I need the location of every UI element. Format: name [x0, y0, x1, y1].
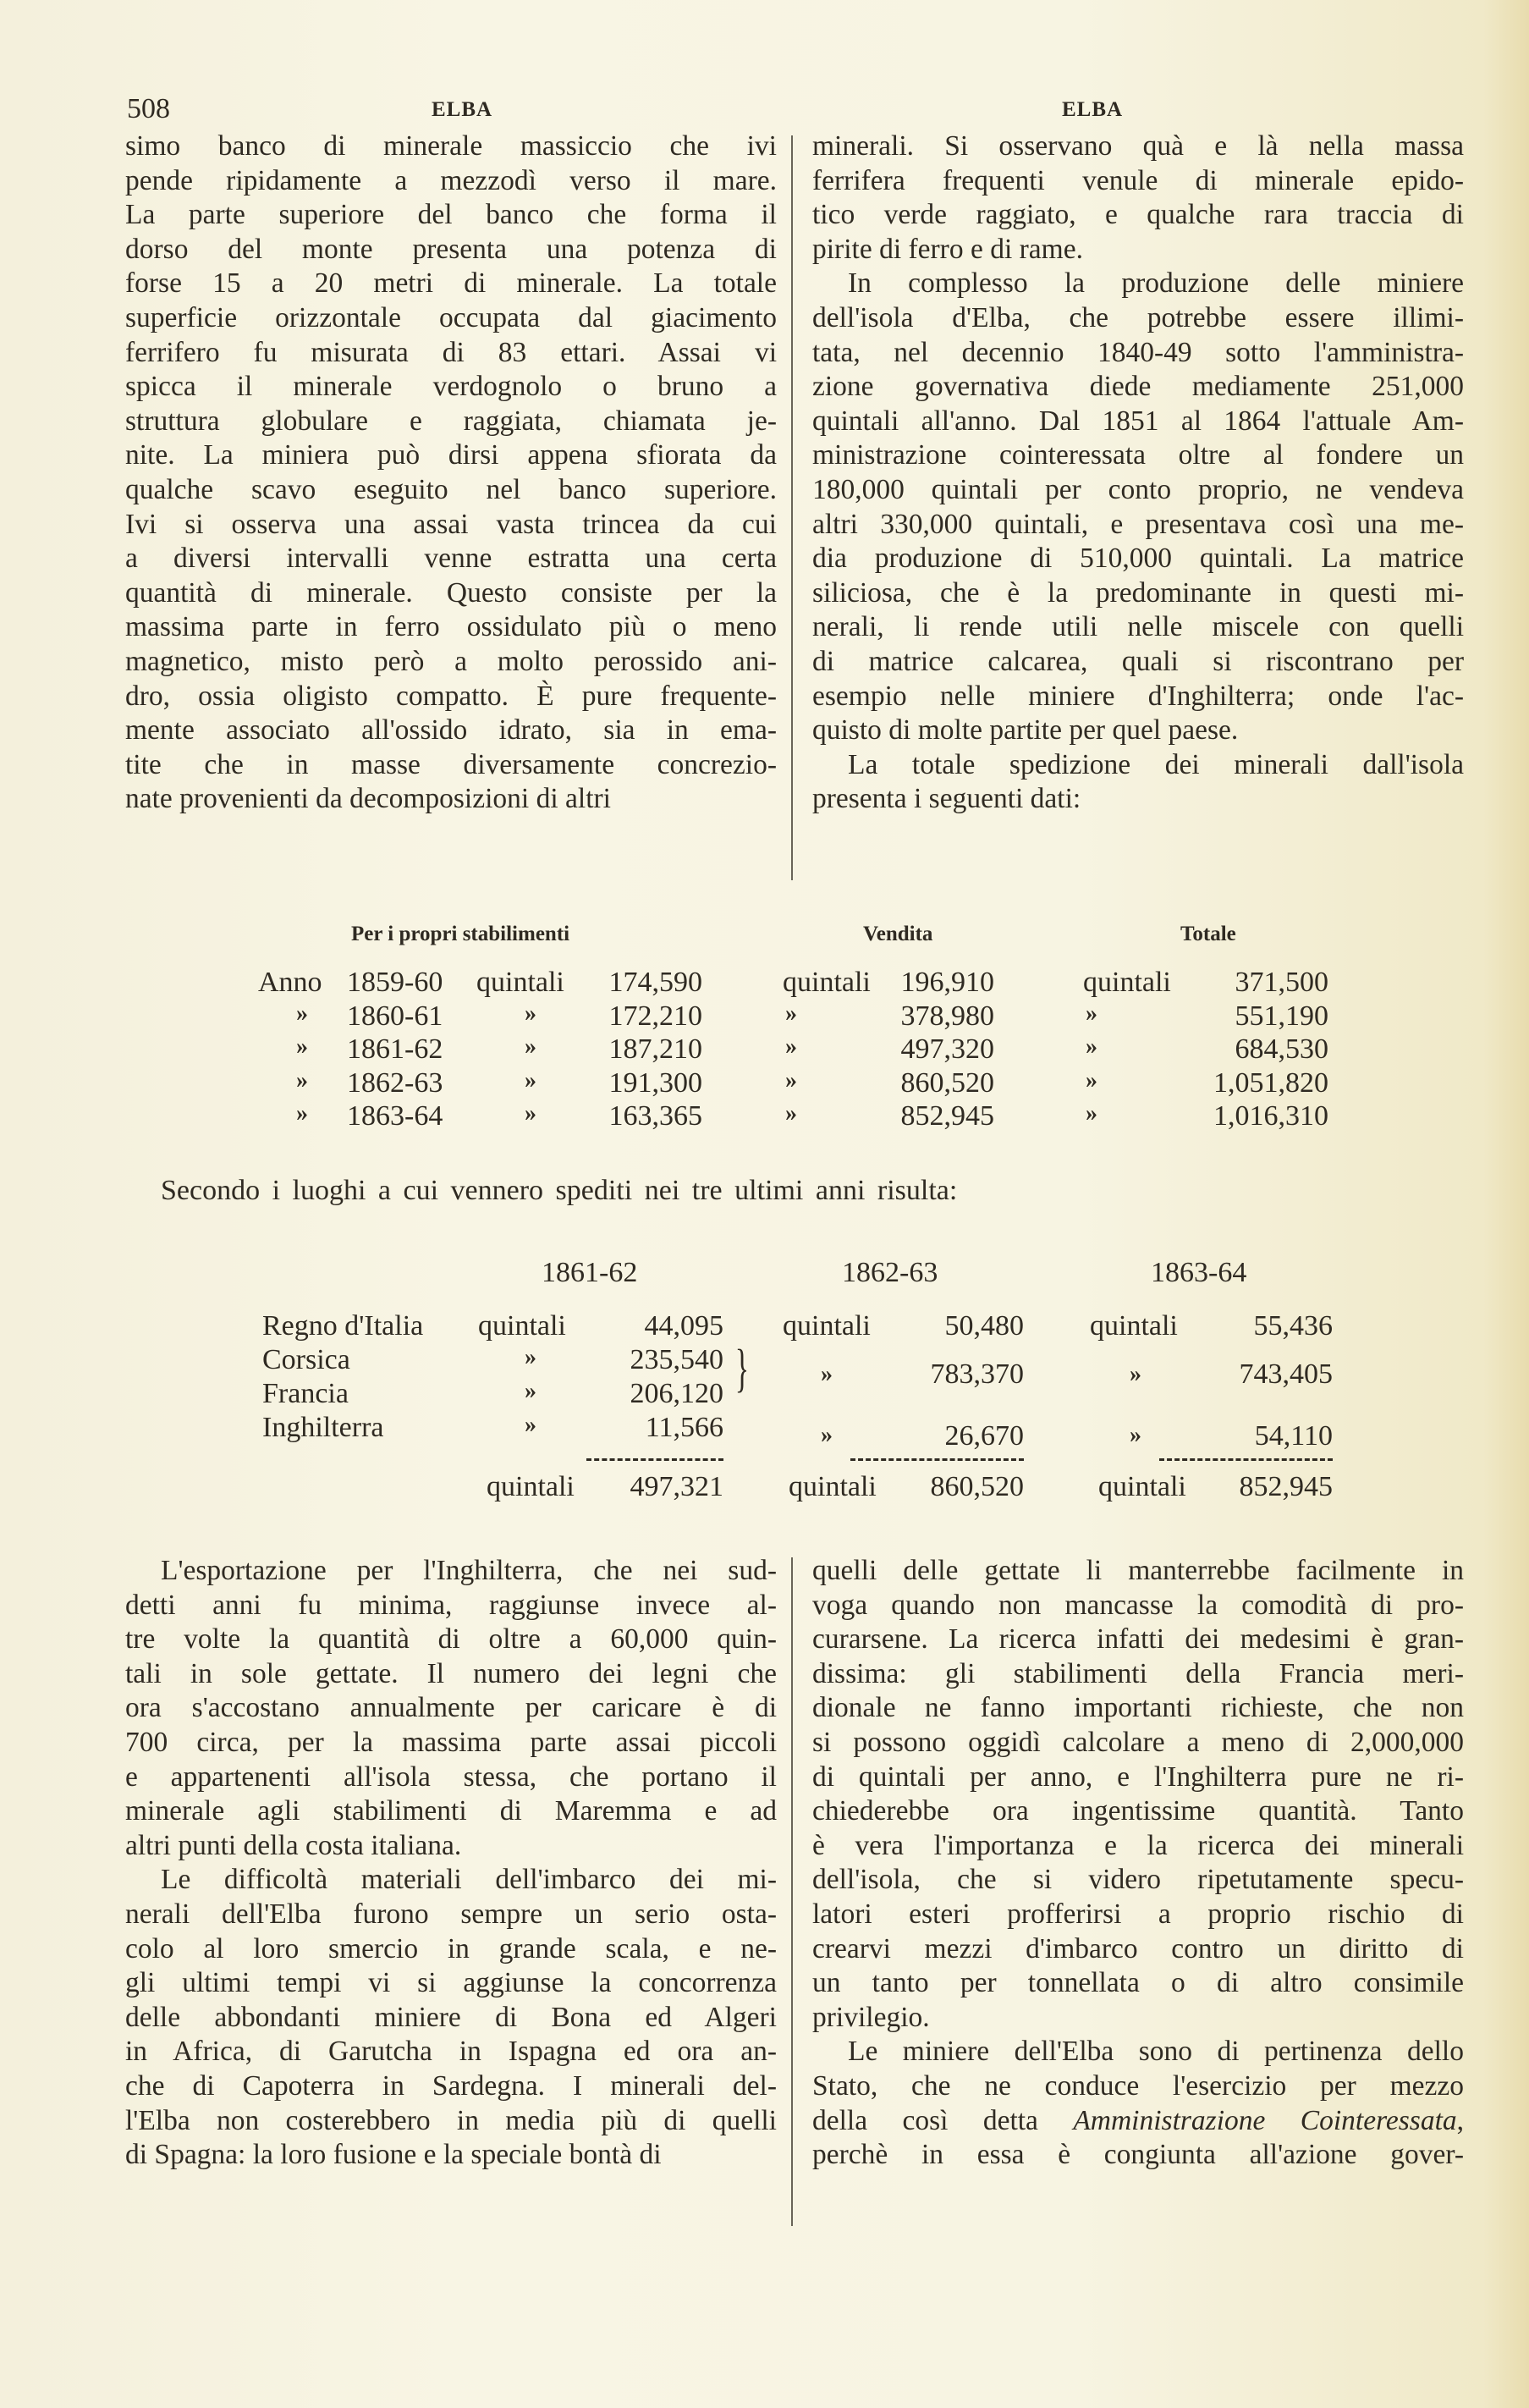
own-value: 172,210	[608, 1000, 702, 1032]
paragraph	[812, 129, 1464, 267]
text-line: dell'isola, che si videro ripetutamente specu-	[812, 1864, 1464, 1896]
total-1863-64: 852,945	[1239, 1471, 1333, 1502]
sum-rule	[586, 1458, 723, 1461]
text-line: minerali. Si osservano quà e là nella massa	[812, 130, 1464, 162]
ditto-mark: »	[785, 1000, 797, 1027]
value-1861-62: 11,566	[645, 1412, 723, 1443]
right-column-bottom	[812, 1554, 1464, 2173]
text-line: delle abbondanti miniere di Bona ed Algeri	[125, 2001, 777, 2033]
text-line: nate provenienti da decomposizioni di altri	[125, 783, 611, 815]
sale-value: 860,520	[900, 1066, 994, 1099]
ditto-mark: »	[296, 1100, 308, 1127]
column-header-sale: Vendita	[863, 923, 933, 945]
year-cell: 1863-64	[347, 1100, 443, 1132]
text-line: quisto di molte partite per quel paese.	[812, 714, 1239, 747]
own-value: 191,300	[608, 1066, 702, 1099]
brace-icon: }	[734, 1340, 750, 1397]
text-line: di quintali per anno, e l'Inghilterra pure ne ri-	[812, 1761, 1464, 1793]
text-line: ora s'accostano annualmente per caricare è di	[125, 1692, 777, 1724]
text-line: zione governativa diede mediamente 251,000	[812, 371, 1464, 403]
text-line: magnetico, misto però a molto perossido ani-	[125, 645, 777, 677]
year-header: 1863-64	[1151, 1257, 1247, 1288]
text-line: tali in sole gettate. Il numero dei legni che	[125, 1657, 777, 1689]
anno-label: Anno	[258, 967, 322, 998]
unit-label: quintali	[783, 1310, 871, 1342]
paragraph	[812, 2035, 1464, 2172]
text-fragment: della così detta	[812, 2104, 1074, 2136]
text-line: altri 330,000 quintali, e presentava così una me-	[812, 508, 1464, 540]
text-line: dro, ossia oligisto compatto. È pure frequente-	[125, 680, 777, 712]
column-divider-top	[791, 135, 793, 880]
text-line: superficie orizzontale occupata dal giacimento	[125, 301, 777, 333]
text-line: Le difficoltà materiali dell'imbarco dei mi-	[161, 1864, 777, 1896]
text-line: a diversi intervalli venne estratta una certa	[125, 543, 777, 575]
italic-term: Amministrazione Cointeressata	[1073, 2104, 1457, 2136]
text-line: Ivi si osserva una assai vasta trincea da cui	[125, 508, 777, 540]
text-line: voga quando non mancasse la comodità di pro-	[812, 1589, 1464, 1621]
ditto-mark: »	[1130, 1422, 1141, 1448]
text-line: 700 circa, per la massima parte assai piccoli	[125, 1726, 777, 1758]
total-value: 551,190	[1235, 1000, 1328, 1032]
destinations-intro: Secondo i luoghi a cui vennero spediti nei tre ultimi anni risulta:	[161, 1175, 958, 1206]
text-line: nerali dell'Elba furono sempre un serio osta-	[125, 1898, 777, 1930]
text-line: in Africa, di Garutcha in Ispagna ed ora an-	[125, 2036, 777, 2068]
paragraph	[125, 129, 777, 817]
ditto-mark: »	[1086, 1033, 1097, 1060]
ditto-mark: »	[525, 1344, 536, 1370]
text-line: dell'isola d'Elba, che potrebbe essere illimi-	[812, 301, 1464, 333]
ditto-mark: »	[1130, 1361, 1141, 1387]
text-line: dia produzione di 510,000 quintali. La matrice	[812, 543, 1464, 575]
text-line: perchè in essa è congiunta all'azione gover-	[812, 2139, 1464, 2171]
total-1862-63: 860,520	[930, 1471, 1024, 1502]
text-line: siliciosa, che è la predominante in questi mi-	[812, 576, 1464, 609]
total-value: 371,500	[1235, 967, 1328, 998]
right-column-top	[812, 129, 1464, 817]
destination-name: Corsica	[262, 1344, 350, 1375]
value-1863-64: 55,436	[1253, 1310, 1333, 1342]
page-number: 508	[127, 93, 170, 124]
left-column-bottom	[125, 1554, 777, 2173]
left-column-top	[125, 129, 777, 817]
text-line: curarsene. La ricerca infatti dei medesimi è gran-	[812, 1623, 1464, 1656]
text-line: La parte superiore del banco che forma il	[125, 199, 777, 231]
unit-label: quintali	[478, 1310, 566, 1342]
page-header	[127, 93, 1464, 127]
year-cell: 1861-62	[347, 1033, 443, 1065]
text-line: forse 15 a 20 metri di minerale. La totale	[125, 267, 777, 300]
text-line: esempio nelle miniere d'Inghilterra; onde l'ac-	[812, 680, 1464, 712]
text-line: si possono oggidì calcolare a meno di 2,000,000	[812, 1726, 1464, 1758]
value-1863-64: 54,110	[1254, 1420, 1333, 1452]
unit-label: quintali	[487, 1471, 575, 1502]
own-value: 163,365	[608, 1100, 702, 1132]
text-line: spicca il minerale verdognolo o bruno a	[125, 371, 777, 403]
year-cell: 1860-61	[347, 1000, 443, 1032]
sale-value: 852,945	[900, 1100, 994, 1132]
text-line: quintali all'anno. Dal 1851 al 1864 l'attuale Am-	[812, 405, 1464, 437]
text-line: Stato, che ne conduce l'esercizio per mezzo	[812, 2069, 1464, 2102]
paragraph	[125, 1554, 777, 1863]
value-1861-62: 206,120	[630, 1378, 723, 1409]
text-line: ferrifera frequenti venule di minerale epido-	[812, 164, 1464, 196]
ditto-mark: »	[525, 1378, 536, 1404]
text-line: L'esportazione per l'Inghilterra, che nei sud-	[161, 1555, 777, 1586]
unit-label: quintali	[783, 967, 871, 998]
text-line: ferrifero fu misurata di 83 ettari. Assai vi	[125, 336, 777, 368]
text-line: La totale spedizione dei minerali dall'isola	[848, 748, 1464, 780]
text-line: minerale agli stabilimenti di Maremma e ad	[125, 1795, 777, 1827]
paragraph	[812, 267, 1464, 747]
total-1861-62: 497,321	[630, 1471, 723, 1502]
unit-label: quintali	[476, 967, 564, 998]
sum-rule	[1159, 1458, 1333, 1461]
year-cell: 1859-60	[347, 967, 443, 998]
value-1862-63: 26,670	[944, 1420, 1024, 1452]
ditto-mark: »	[1086, 1066, 1097, 1094]
paragraph	[125, 1863, 777, 2172]
ditto-mark: »	[785, 1100, 797, 1127]
sum-rule	[850, 1458, 1024, 1461]
ditto-mark: »	[785, 1066, 797, 1094]
text-line: l'Elba non costerebbero in media più di quelli	[125, 2104, 777, 2136]
text-line: di matrice calcarea, quali si riscontrano per	[812, 645, 1464, 677]
value-1862-63: 50,480	[944, 1310, 1024, 1342]
text-line: quantità di minerale. Questo consiste per la	[125, 576, 777, 609]
unit-label: quintali	[1098, 1471, 1186, 1502]
column-header-total: Totale	[1180, 923, 1236, 945]
year-cell: 1862-63	[347, 1066, 443, 1099]
total-value: 1,051,820	[1213, 1066, 1328, 1099]
text-line: pirite di ferro e di rame.	[812, 233, 1083, 265]
unit-label: quintali	[1083, 967, 1171, 998]
text-line: qualche scavo eseguito nel banco superiore.	[125, 473, 777, 505]
paragraph	[812, 748, 1464, 817]
destination-name: Inghilterra	[262, 1412, 384, 1443]
ditto-mark: »	[821, 1361, 833, 1387]
text-line: che di Capoterra in Sardegna. I minerali del-	[125, 2069, 777, 2102]
destination-name: Francia	[262, 1378, 349, 1409]
ditto-mark: »	[525, 1412, 536, 1438]
unit-label: quintali	[1090, 1310, 1178, 1342]
ditto-mark: »	[296, 1066, 308, 1094]
ditto-mark: »	[296, 1000, 308, 1027]
value-1862-63: 783,370	[930, 1358, 1024, 1390]
text-line: dissima: gli stabilimenti della Francia meri-	[812, 1657, 1464, 1689]
text-line: simo banco di minerale massiccio che ivi	[125, 130, 777, 162]
year-header: 1862-63	[842, 1257, 938, 1288]
text-line: colo al loro smercio in grande scala, e ne-	[125, 1932, 777, 1964]
sale-value: 196,910	[900, 967, 994, 998]
text-line: tata, nel decennio 1840-49 sotto l'amministra-	[812, 336, 1464, 368]
text-line: un tanto per tonnellata o di altro consimile	[812, 1967, 1464, 1999]
value-1861-62: 44,095	[644, 1310, 723, 1342]
text-line: ministrazione cointeressata oltre al fondere un	[812, 439, 1464, 471]
text-line: di Spagna: la loro fusione e la speciale bontà di	[125, 2139, 662, 2171]
text-line: tico verde raggiato, e qualche rara traccia di	[812, 199, 1464, 231]
text-line: presenta i seguenti dati:	[812, 783, 1081, 815]
ditto-mark: »	[525, 1000, 536, 1027]
text-line: Le miniere dell'Elba sono di pertinenza dello	[848, 2036, 1464, 2068]
text-line: crearvi mezzi d'imbarco contro un diritto di	[812, 1932, 1464, 1964]
sale-value: 378,980	[900, 1000, 994, 1032]
text-line: è vera l'importanza e la ricerca dei minerali	[812, 1829, 1464, 1861]
column-divider-bottom	[791, 1557, 793, 2226]
text-line: dorso del monte presenta una potenza di	[125, 233, 777, 265]
text-line: altri punti della costa italiana.	[125, 1829, 462, 1861]
value-1861-62: 235,540	[630, 1344, 723, 1375]
text-line: tite che in masse diversamente concrezio-	[125, 748, 777, 780]
text-line: gli ultimi tempi vi si aggiunse la concorrenza	[125, 1967, 777, 1999]
year-header: 1861-62	[542, 1257, 638, 1288]
unit-label: quintali	[789, 1471, 877, 1502]
text-line: chiederebbe ora ingentissime quantità. Tanto	[812, 1795, 1464, 1827]
ditto-mark: »	[525, 1066, 536, 1094]
text-line: nite. La miniera può dirsi appena sfiorata da	[125, 439, 777, 471]
text-line	[812, 2104, 1464, 2139]
ditto-mark: »	[785, 1033, 797, 1060]
ditto-mark: »	[525, 1033, 536, 1060]
text-fragment: ,	[1456, 2104, 1464, 2136]
value-1863-64: 743,405	[1239, 1358, 1333, 1390]
total-value: 1,016,310	[1213, 1100, 1328, 1132]
text-line: dionale ne fanno importanti richieste, che non	[812, 1692, 1464, 1724]
text-line: 180,000 quintali per conto proprio, ne vendeva	[812, 473, 1464, 505]
running-head-left: ELBA	[432, 98, 493, 121]
ditto-mark: »	[525, 1100, 536, 1127]
running-head-right: ELBA	[1062, 98, 1124, 121]
text-line: e appartenenti all'isola stessa, che portano il	[125, 1761, 777, 1793]
text-line: In complesso la produzione delle miniere	[848, 267, 1464, 300]
ditto-mark: »	[1086, 1000, 1097, 1027]
column-header-own: Per i propri stabilimenti	[351, 923, 570, 945]
sale-value: 497,320	[900, 1033, 994, 1065]
text-line: latori esteri profferirsi a proprio rischio di	[812, 1898, 1464, 1930]
text-line: massima parte in ferro ossidulato più o meno	[125, 611, 777, 643]
ditto-mark: »	[296, 1033, 308, 1060]
text-line: pende ripidamente a mezzodì verso il mare.	[125, 164, 777, 196]
text-line: tre volte la quantità di oltre a 60,000 quin-	[125, 1623, 777, 1656]
total-value: 684,530	[1235, 1033, 1328, 1065]
ditto-mark: »	[1086, 1100, 1097, 1127]
text-line: quelli delle gettate li manterrebbe facilmente in	[812, 1555, 1464, 1586]
ditto-mark: »	[821, 1422, 833, 1448]
paragraph	[812, 1554, 1464, 2035]
text-line: struttura globulare e raggiata, chiamata je-	[125, 405, 777, 437]
text-line: nerali, li rende utili nelle miscele con quelli	[812, 611, 1464, 643]
text-line: detti anni fu minima, raggiunse invece al-	[125, 1589, 777, 1621]
text-line: privilegio.	[812, 2001, 930, 2033]
own-value: 174,590	[608, 967, 702, 998]
text-line: mente associato all'ossido idrato, sia in ema-	[125, 714, 777, 747]
destination-name: Regno d'Italia	[262, 1310, 424, 1342]
own-value: 187,210	[608, 1033, 702, 1065]
